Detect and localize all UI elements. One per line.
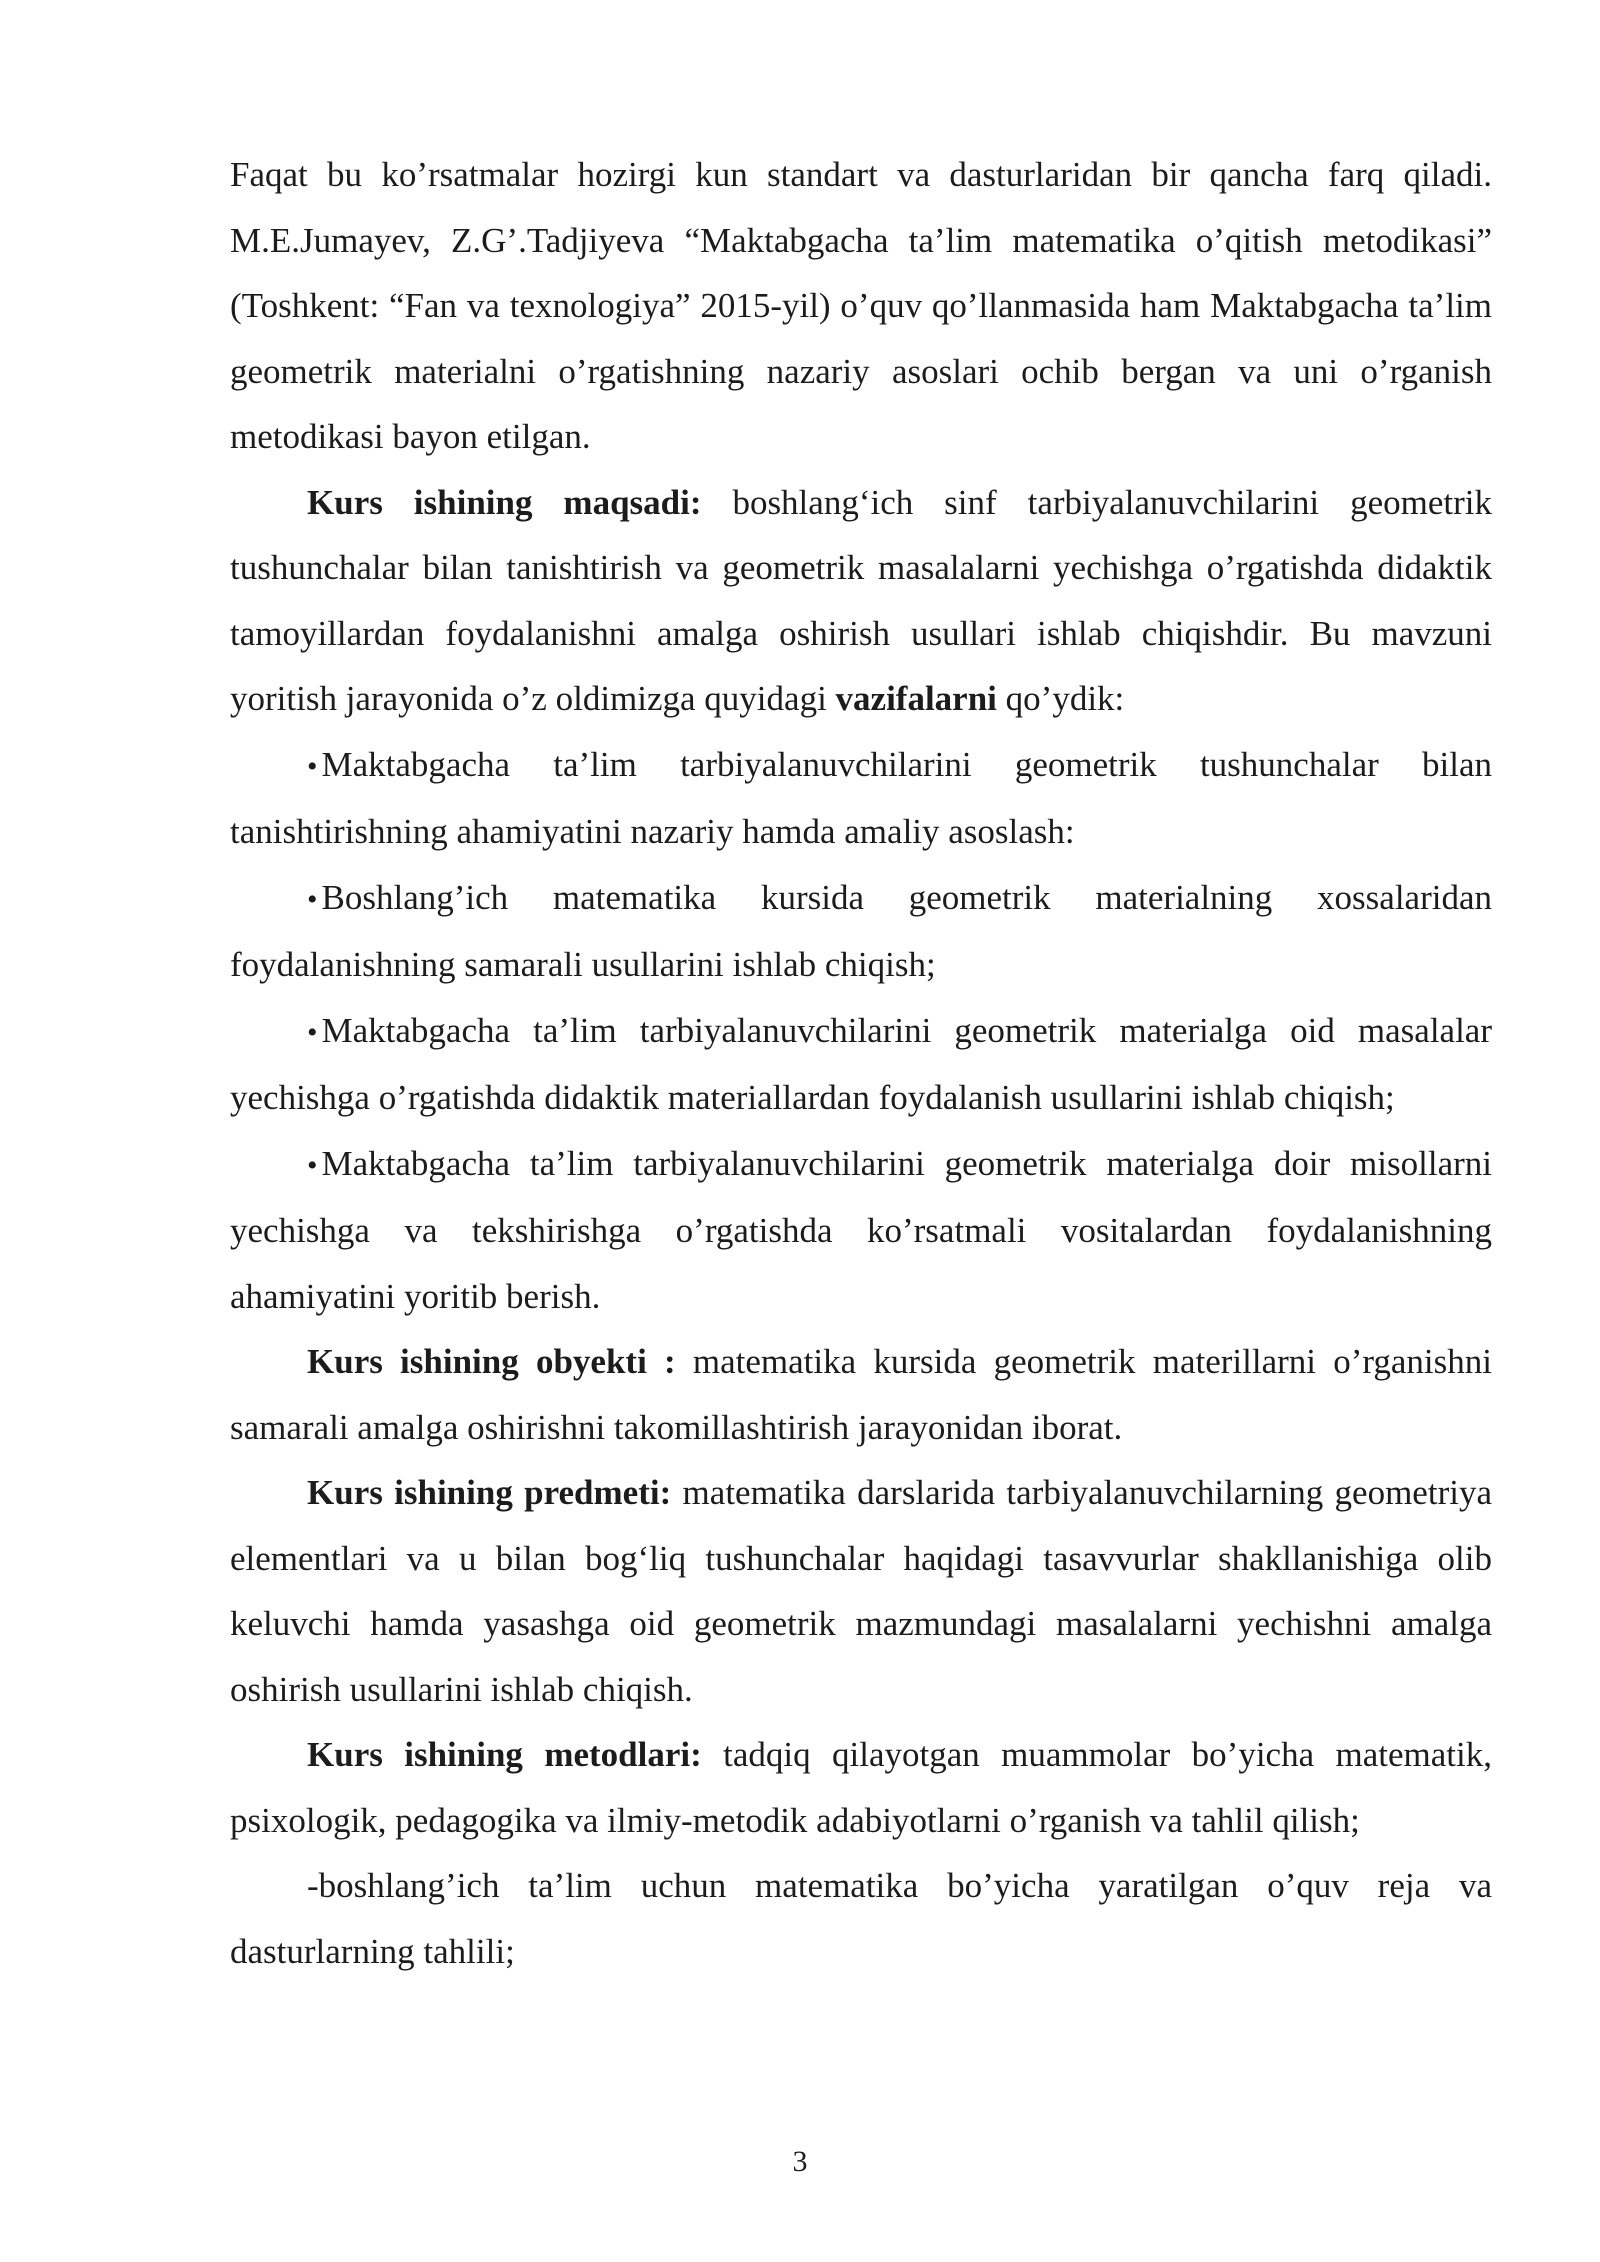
page-number: 3 (792, 2145, 808, 2178)
object-label: Kurs ishining obyekti : (307, 1342, 676, 1381)
subject-text: matematika darslarida tarbiyalanuvchilarning geometriya elementlari va u bilan bog‘liq tushunchalar haqidagi tasavvurlar shakllanishiga olib keluvchi hamda yasashga oid geometrik mazmundagi masalalarni yechishni amalga oshirish usullarini ishlab chiqish. (230, 1473, 1492, 1709)
methods-label: Kurs ishining metodlari: (307, 1735, 702, 1774)
intro-paragraph: Faqat bu ko’rsatmalar hozirgi kun standart va dasturlaridan bir qancha farq qiladi. M.E.Jumayev, Z.G’.Tadjiyeva “Maktabgacha ta’lim matematika o’qitish metodikasi” (Toshkent: “Fan va texnologiya” 2015-yil) o’quv qo’llanmasida ham Maktabgacha ta’lim geometrik materialni o’rgatishning nazariy asoslari ochib bergan va uni o’rganish metodikasi bayon etilgan. (230, 155, 1492, 456)
methods-text: tadqiq qilayotgan muammolar bo’yicha matematik, psixologik, pedagogika va ilmiy-metodik adabiyotlarni o’rganish va tahlil qilish; (230, 1735, 1492, 1840)
object-text: matematika kursida geometrik materillarni o’rganishni samarali amalga oshirishni takomillashtirish jarayonidan iborat. (230, 1342, 1492, 1447)
tasks-keyword: vazifalarni (835, 679, 997, 718)
task-item-3: • Maktabgacha ta’lim tarbiyalanuvchilarini geometrik materialga oid masalalar yechishga o’rgatishda didaktik materiallardan foydalanish usullarini ishlab chiqish; (230, 998, 1492, 1131)
methods-paragraph (230, 1722, 1492, 1853)
goal-paragraph (230, 470, 1492, 732)
methods-item: -boshlang’ich ta’lim uchun matematika bo’yicha yaratilgan o’quv reja va dasturlarning tahlili; (230, 1866, 1492, 1971)
document-page (230, 142, 1492, 1984)
goal-tail: qo’ydik: (996, 679, 1125, 718)
task-item-2: • Boshlang’ich matematika kursida geometrik materialning xossalaridan foydalanishning samarali usullarini ishlab chiqish; (230, 865, 1492, 998)
subject-label: Kurs ishining predmeti: (307, 1473, 672, 1512)
goal-label: Kurs ishining maqsadi: (307, 482, 702, 522)
task-item-4: • Maktabgacha ta’lim tarbiyalanuvchilarini geometrik materialga doir misollarni yechishga va tekshirishga o’rgatishda ko’rsatmali vositalardan foydalanishning ahamiyatini yoritib berish. (230, 1131, 1492, 1330)
subject-paragraph (230, 1460, 1492, 1722)
object-paragraph (230, 1329, 1492, 1460)
task-item-1: • Maktabgacha ta’lim tarbiyalanuvchilarini geometrik tushunchalar bilan tanishtirishning ahamiyatini nazariy hamda amaliy asoslash: (230, 732, 1492, 865)
goal-text: boshlang‘ich sinf tarbiyalanuvchilarini geometrik tushunchalar bilan tanishtirish va geometrik masalalarni yechishga o’rgatishda didaktik tamoyillardan foydalanishni amalga oshirish usullari ishlab chiqishdir. Bu mavzuni yoritish jarayonida o’z oldimizga quyidagi (230, 482, 1492, 718)
